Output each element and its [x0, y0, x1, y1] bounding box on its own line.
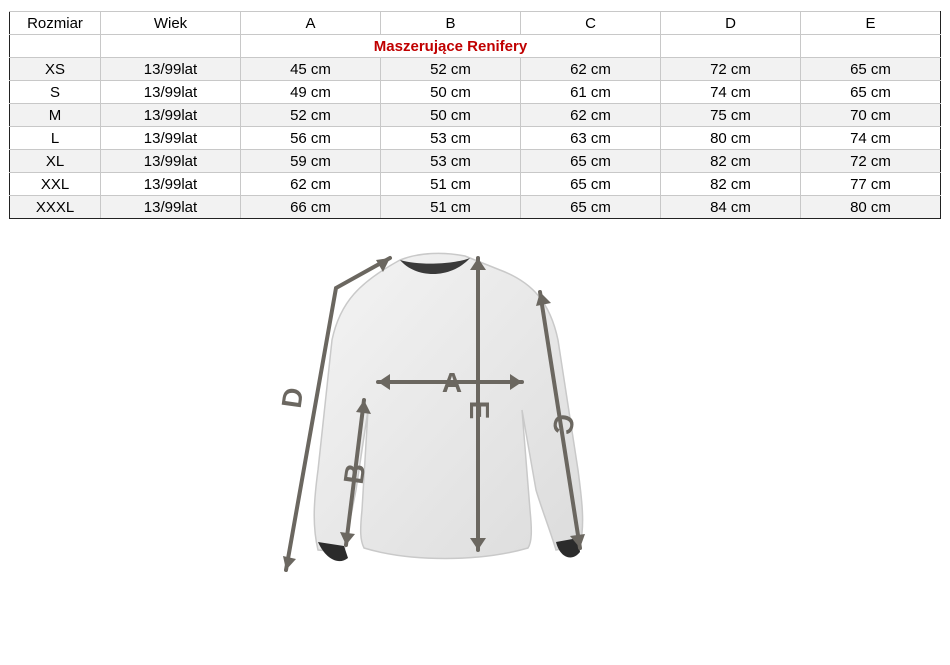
table-row — [10, 81, 941, 104]
empty-cell — [101, 35, 241, 58]
header-cell-a: A — [241, 12, 381, 35]
table-row — [10, 104, 941, 127]
measure-c-cell: 61 cm — [521, 81, 661, 104]
measure-d-cell: 75 cm — [661, 104, 801, 127]
measure-a-cell: 66 cm — [241, 196, 381, 219]
measure-e-cell: 65 cm — [801, 81, 941, 104]
label-b: B — [337, 461, 372, 486]
empty-cell — [10, 35, 101, 58]
table-row — [10, 150, 941, 173]
arrowhead — [536, 292, 551, 306]
empty-cell — [801, 35, 941, 58]
measure-e-cell: 74 cm — [801, 127, 941, 150]
measure-e-cell: 65 cm — [801, 58, 941, 81]
size-cell: XS — [10, 58, 101, 81]
age-cell: 13/99lat — [101, 196, 241, 219]
product-title-row — [10, 35, 941, 58]
measure-a-cell: 62 cm — [241, 173, 381, 196]
measure-c-cell: 63 cm — [521, 127, 661, 150]
measure-d-cell: 80 cm — [661, 127, 801, 150]
product-title: Maszerujące Renifery — [241, 35, 661, 58]
label-c: C — [546, 411, 581, 437]
table-row — [10, 196, 941, 219]
age-cell: 13/99lat — [101, 81, 241, 104]
header-cell-age: Wiek — [101, 12, 241, 35]
header-cell-e: E — [801, 12, 941, 35]
header-cell-d: D — [661, 12, 801, 35]
measure-d-cell: 82 cm — [661, 173, 801, 196]
measure-b-cell: 51 cm — [381, 173, 521, 196]
measure-e-cell: 80 cm — [801, 196, 941, 219]
size-cell: L — [10, 127, 101, 150]
header-cell-c: C — [521, 12, 661, 35]
age-cell: 13/99lat — [101, 58, 241, 81]
table-row — [10, 58, 941, 81]
measure-c-cell: 62 cm — [521, 58, 661, 81]
measure-a-cell: 59 cm — [241, 150, 381, 173]
measure-b-cell: 50 cm — [381, 104, 521, 127]
table-row — [10, 127, 941, 150]
measure-a-cell: 49 cm — [241, 81, 381, 104]
measure-d-cell: 74 cm — [661, 81, 801, 104]
label-e: E — [464, 400, 495, 420]
empty-cell — [661, 35, 801, 58]
measure-c-cell: 65 cm — [521, 196, 661, 219]
measure-b-cell: 52 cm — [381, 58, 521, 81]
age-cell: 13/99lat — [101, 173, 241, 196]
measure-d-cell: 84 cm — [661, 196, 801, 219]
measure-e-cell: 72 cm — [801, 150, 941, 173]
measure-a-cell: 52 cm — [241, 104, 381, 127]
age-cell: 13/99lat — [101, 127, 241, 150]
sweatshirt-measurement-diagram — [260, 240, 620, 590]
measure-c-cell: 65 cm — [521, 173, 661, 196]
measure-b-cell: 51 cm — [381, 196, 521, 219]
label-a: A — [441, 367, 463, 398]
measure-b-cell: 53 cm — [381, 150, 521, 173]
measure-e-cell: 77 cm — [801, 173, 941, 196]
measure-a-cell: 45 cm — [241, 58, 381, 81]
size-cell: XL — [10, 150, 101, 173]
header-cell-b: B — [381, 12, 521, 35]
measure-d-cell: 82 cm — [661, 150, 801, 173]
age-cell: 13/99lat — [101, 150, 241, 173]
age-cell: 13/99lat — [101, 104, 241, 127]
measure-b-cell: 53 cm — [381, 127, 521, 150]
size-cell: M — [10, 104, 101, 127]
size-cell: XXXL — [10, 196, 101, 219]
header-cell-size: Rozmiar — [10, 12, 101, 35]
measure-c-cell: 62 cm — [521, 104, 661, 127]
measure-b-cell: 50 cm — [381, 81, 521, 104]
label-d: D — [275, 385, 310, 410]
size-cell: XXL — [10, 173, 101, 196]
measure-d-cell: 72 cm — [661, 58, 801, 81]
header-row — [10, 12, 941, 35]
size-cell: S — [10, 81, 101, 104]
measure-e-cell: 70 cm — [801, 104, 941, 127]
table-row — [10, 173, 941, 196]
measure-c-cell: 65 cm — [521, 150, 661, 173]
size-chart-table — [9, 11, 941, 219]
measure-a-cell: 56 cm — [241, 127, 381, 150]
